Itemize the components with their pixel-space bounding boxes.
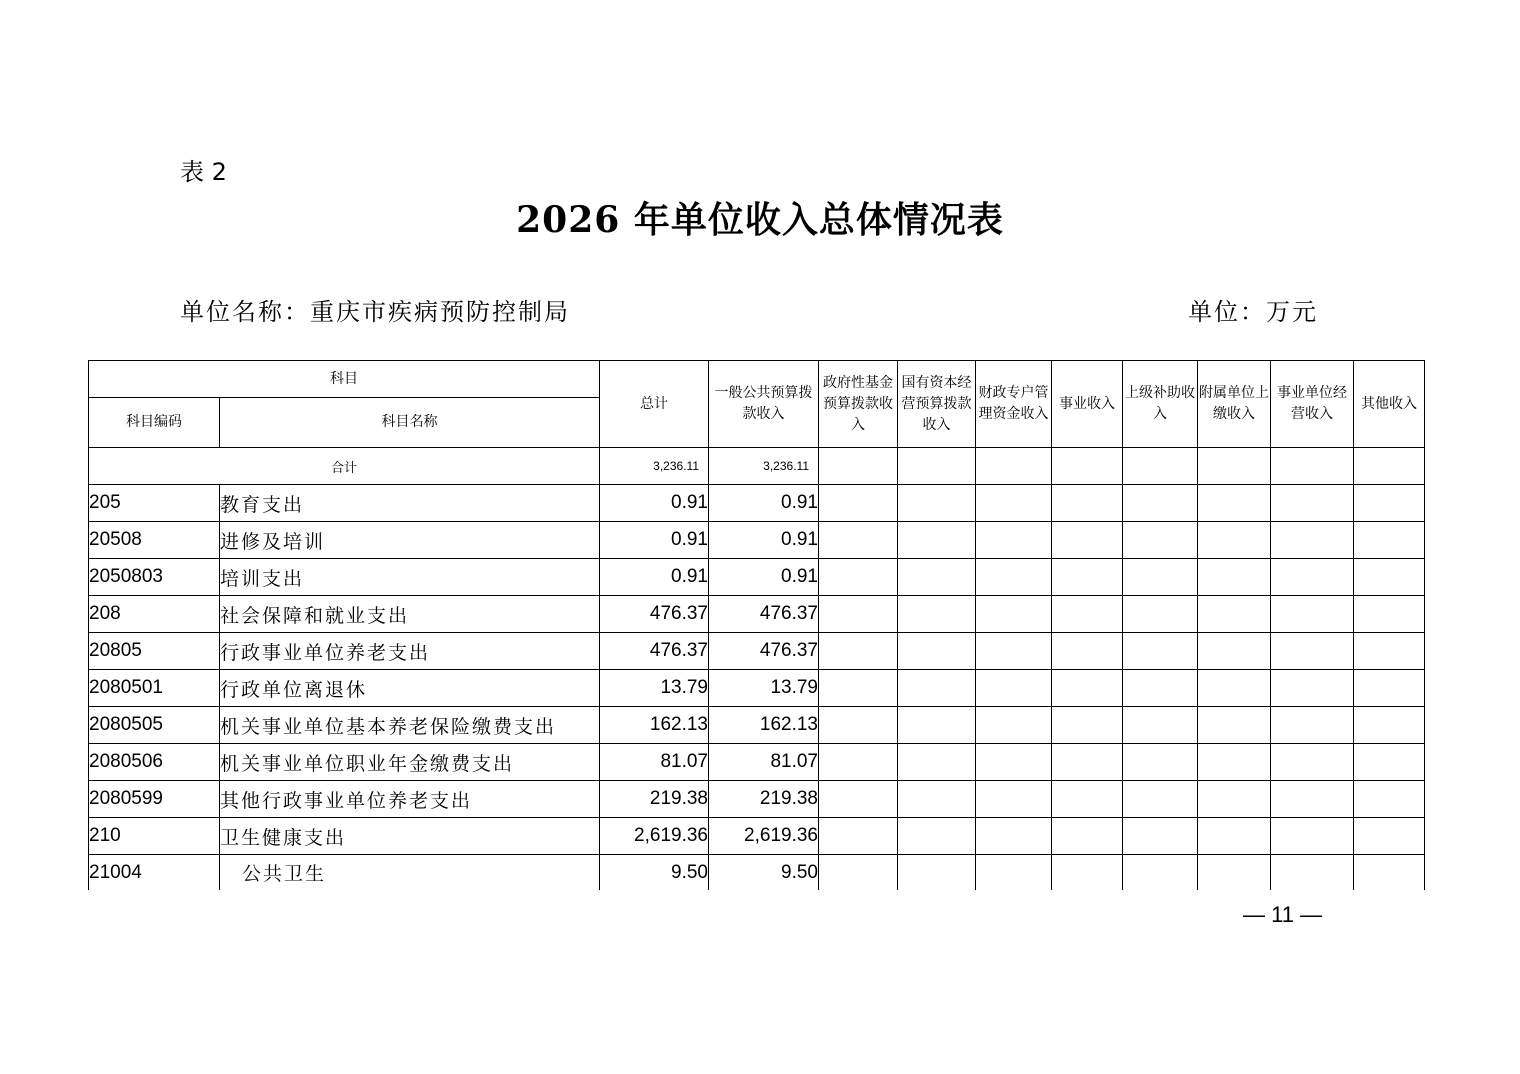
empty-cell [1354, 855, 1425, 891]
empty-cell [898, 596, 976, 633]
empty-cell [1354, 670, 1425, 707]
row-total: 2,619.36 [600, 818, 709, 855]
header-superior-subsidy: 上级补助收入 [1123, 361, 1198, 448]
table-label: 表 2 [180, 158, 227, 186]
empty-cell [1271, 818, 1354, 855]
empty-cell [1052, 485, 1123, 522]
header-subject-code: 科目编码 [89, 398, 220, 448]
table-row [89, 633, 1425, 670]
header-subject: 科目 [89, 361, 600, 398]
empty-cell [819, 522, 898, 559]
row-total: 476.37 [600, 596, 709, 633]
empty-cell [1198, 818, 1271, 855]
empty-cell [1354, 485, 1425, 522]
empty-cell [1271, 559, 1354, 596]
empty-cell [1354, 744, 1425, 781]
row-total: 0.91 [600, 559, 709, 596]
empty-cell [1198, 633, 1271, 670]
income-table [88, 360, 1425, 890]
row-code: 20508 [89, 522, 220, 559]
table-row [89, 781, 1425, 818]
empty-cell [1271, 781, 1354, 818]
empty-cell [1354, 707, 1425, 744]
row-name: 培训支出 [220, 559, 600, 596]
empty-cell [1052, 633, 1123, 670]
row-name: 卫生健康支出 [220, 818, 600, 855]
empty-cell [1198, 485, 1271, 522]
empty-cell [1052, 744, 1123, 781]
empty-cell [1052, 855, 1123, 891]
empty-cell [898, 781, 976, 818]
empty-cell [1052, 522, 1123, 559]
empty-cell [976, 485, 1052, 522]
header-subject-name: 科目名称 [220, 398, 600, 448]
row-general-budget: 0.91 [709, 485, 819, 522]
empty-cell [976, 596, 1052, 633]
empty-cell [1354, 781, 1425, 818]
total-label: 合计 [89, 448, 600, 485]
empty-cell [1123, 596, 1198, 633]
row-general-budget: 476.37 [709, 596, 819, 633]
total-general-budget: 3,236.11 [709, 448, 819, 485]
table-row [89, 670, 1425, 707]
header-special-account: 财政专户管理资金收入 [976, 361, 1052, 448]
row-code: 20805 [89, 633, 220, 670]
empty-cell [1198, 559, 1271, 596]
table-row [89, 559, 1425, 596]
empty-cell [976, 522, 1052, 559]
empty-cell [1271, 522, 1354, 559]
empty-cell [819, 855, 898, 891]
empty-cell [976, 670, 1052, 707]
row-general-budget: 81.07 [709, 744, 819, 781]
empty-cell [819, 781, 898, 818]
empty-cell [819, 633, 898, 670]
row-name: 其他行政事业单位养老支出 [220, 781, 600, 818]
row-general-budget: 219.38 [709, 781, 819, 818]
row-name: 行政单位离退休 [220, 670, 600, 707]
total-row [89, 448, 1425, 485]
empty-cell [1198, 670, 1271, 707]
empty-cell [819, 485, 898, 522]
table-row [89, 522, 1425, 559]
table-row [89, 855, 1425, 891]
empty-cell [1052, 818, 1123, 855]
header-business-income: 事业收入 [1052, 361, 1123, 448]
empty-cell [819, 670, 898, 707]
empty-cell [1052, 559, 1123, 596]
empty-cell [1123, 670, 1198, 707]
row-code: 210 [89, 818, 220, 855]
empty-cell [1052, 781, 1123, 818]
empty-cell [1123, 633, 1198, 670]
row-total: 13.79 [600, 670, 709, 707]
header-general-budget: 一般公共预算拨款收入 [709, 361, 819, 448]
empty-cell [1123, 818, 1198, 855]
empty-cell [898, 744, 976, 781]
row-total: 0.91 [600, 485, 709, 522]
total-value: 3,236.11 [600, 448, 709, 485]
row-general-budget: 162.13 [709, 707, 819, 744]
row-total: 476.37 [600, 633, 709, 670]
row-total: 81.07 [600, 744, 709, 781]
row-general-budget: 0.91 [709, 522, 819, 559]
table-row [89, 485, 1425, 522]
empty-cell [1271, 670, 1354, 707]
empty-cell [1052, 596, 1123, 633]
empty-cell [1198, 781, 1271, 818]
row-name: 公共卫生 [220, 855, 600, 891]
empty-cell [1354, 818, 1425, 855]
row-code: 21004 [89, 855, 220, 891]
empty-cell [819, 596, 898, 633]
empty-cell [1123, 781, 1198, 818]
empty-cell [1271, 744, 1354, 781]
empty-cell [819, 707, 898, 744]
row-total: 219.38 [600, 781, 709, 818]
row-name: 行政事业单位养老支出 [220, 633, 600, 670]
empty-cell [1271, 633, 1354, 670]
empty-cell [898, 707, 976, 744]
row-total: 162.13 [600, 707, 709, 744]
empty-cell [1354, 633, 1425, 670]
empty-cell [819, 559, 898, 596]
row-general-budget: 476.37 [709, 633, 819, 670]
empty-cell [976, 781, 1052, 818]
empty-cell [1198, 522, 1271, 559]
empty-cell [1052, 670, 1123, 707]
row-code: 2080505 [89, 707, 220, 744]
table-row [89, 596, 1425, 633]
row-name: 社会保障和就业支出 [220, 596, 600, 633]
row-general-budget: 2,619.36 [709, 818, 819, 855]
empty-cell [819, 818, 898, 855]
header-state-capital: 国有资本经营预算拨款收入 [898, 361, 976, 448]
empty-cell [1271, 485, 1354, 522]
empty-cell [819, 744, 898, 781]
row-total: 9.50 [600, 855, 709, 891]
row-code: 2080599 [89, 781, 220, 818]
page-number: — 11 — [1243, 902, 1323, 927]
empty-cell [1354, 596, 1425, 633]
header-gov-fund: 政府性基金预算拨款收入 [819, 361, 898, 448]
empty-cell [1123, 744, 1198, 781]
row-name: 进修及培训 [220, 522, 600, 559]
empty-cell [1123, 485, 1198, 522]
empty-cell [1123, 707, 1198, 744]
empty-cell [1123, 559, 1198, 596]
row-code: 2050803 [89, 559, 220, 596]
header-total: 总计 [600, 361, 709, 448]
empty-cell [898, 559, 976, 596]
empty-cell [1271, 707, 1354, 744]
unit-name: 单位名称：重庆市疾病预防控制局 [180, 298, 570, 326]
empty-cell [898, 633, 976, 670]
header-business-operation: 事业单位经营收入 [1271, 361, 1354, 448]
row-general-budget: 9.50 [709, 855, 819, 891]
empty-cell [1354, 559, 1425, 596]
empty-cell [976, 744, 1052, 781]
empty-cell [1354, 522, 1425, 559]
table-row [89, 744, 1425, 781]
empty-cell [898, 855, 976, 891]
empty-cell [1198, 596, 1271, 633]
row-name: 机关事业单位基本养老保险缴费支出 [220, 707, 600, 744]
empty-cell [976, 855, 1052, 891]
row-general-budget: 0.91 [709, 559, 819, 596]
empty-cell [976, 707, 1052, 744]
empty-cell [976, 818, 1052, 855]
row-code: 208 [89, 596, 220, 633]
empty-cell [976, 633, 1052, 670]
empty-cell [1271, 855, 1354, 891]
header-other-income: 其他收入 [1354, 361, 1425, 448]
empty-cell [1198, 744, 1271, 781]
page-title: 2026 年单位收入总体情况表 [516, 199, 1004, 241]
row-name: 机关事业单位职业年金缴费支出 [220, 744, 600, 781]
empty-cell [1123, 522, 1198, 559]
empty-cell [898, 522, 976, 559]
header-affiliated-payment: 附属单位上缴收入 [1198, 361, 1271, 448]
empty-cell [898, 670, 976, 707]
row-general-budget: 13.79 [709, 670, 819, 707]
empty-cell [976, 559, 1052, 596]
empty-cell [898, 818, 976, 855]
table-row [89, 707, 1425, 744]
empty-cell [1271, 596, 1354, 633]
row-code: 2080501 [89, 670, 220, 707]
empty-cell [898, 485, 976, 522]
row-total: 0.91 [600, 522, 709, 559]
row-code: 205 [89, 485, 220, 522]
row-code: 2080506 [89, 744, 220, 781]
empty-cell [1052, 707, 1123, 744]
empty-cell [1198, 707, 1271, 744]
unit-label: 单位：万元 [1188, 298, 1318, 326]
empty-cell [1198, 855, 1271, 891]
table-row [89, 818, 1425, 855]
row-name: 教育支出 [220, 485, 600, 522]
empty-cell [1123, 855, 1198, 891]
